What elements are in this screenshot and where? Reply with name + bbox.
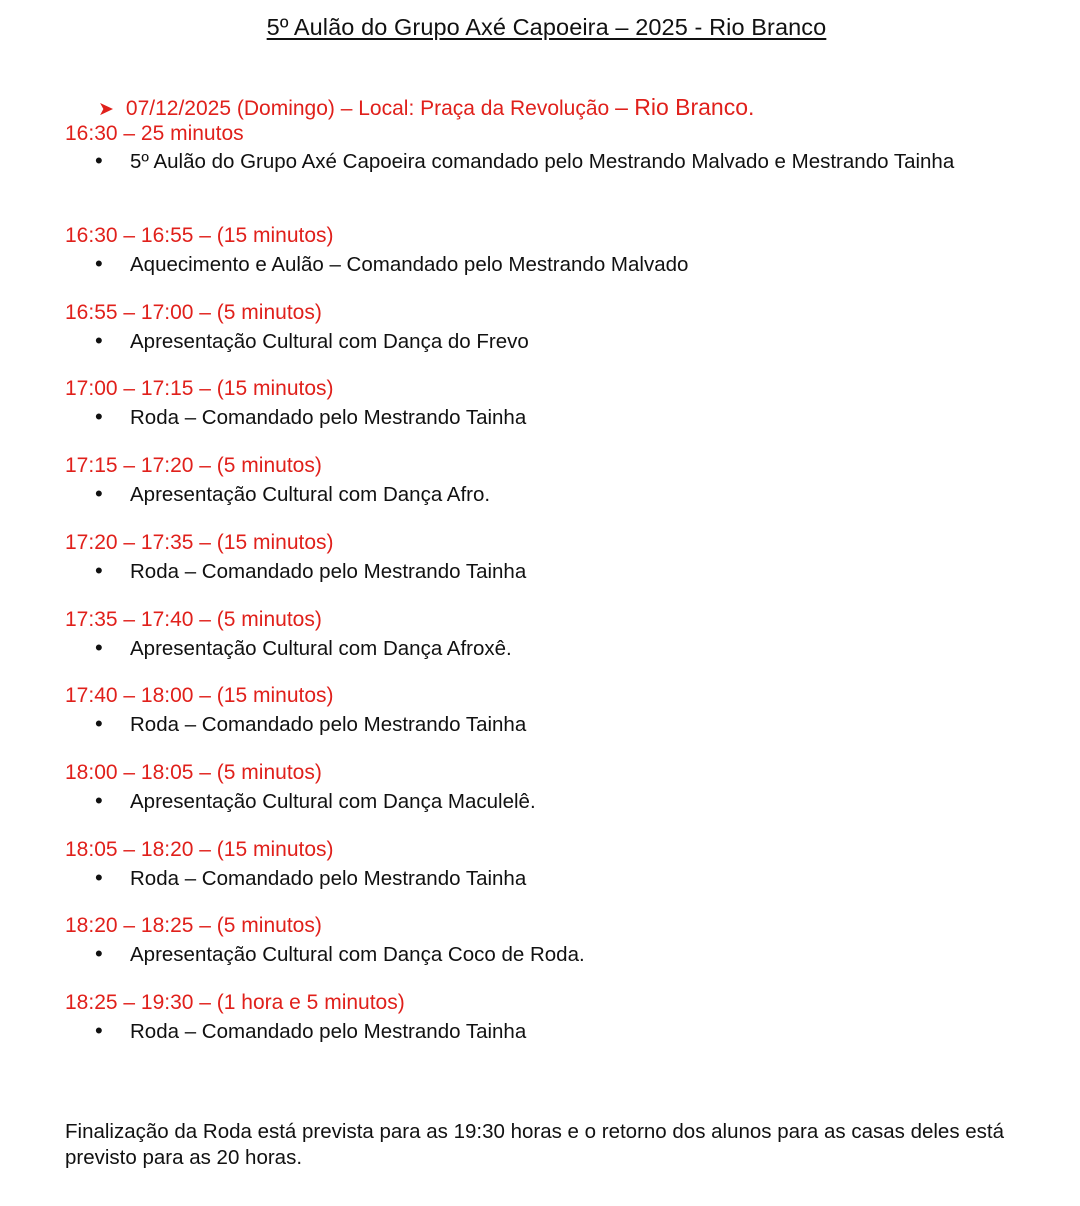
schedule-item-text: Roda – Comandado pelo Mestrando Tainha xyxy=(130,1020,527,1043)
schedule-time: 17:40 – 18:00 – (15 minutos) xyxy=(65,684,334,708)
bullet-icon: • xyxy=(95,864,103,890)
bullet-icon: • xyxy=(95,634,103,660)
schedule-item xyxy=(95,941,585,967)
bullet-icon: • xyxy=(95,148,103,173)
bullet-icon: • xyxy=(95,787,103,813)
schedule-item xyxy=(95,788,536,814)
schedule-item-text: Apresentação Cultural com Dança do Frevo xyxy=(130,329,529,353)
schedule-item xyxy=(95,404,526,430)
bullet-icon: • xyxy=(95,404,103,430)
schedule-item xyxy=(95,328,529,354)
intro-item-text: 5º Aulão do Grupo Axé Capoeira comandado pelo Mestrando Malvado e Mestrando Tainha xyxy=(130,150,955,173)
schedule-time: 17:15 – 17:20 – (5 minutos) xyxy=(65,454,322,478)
schedule-item xyxy=(95,251,688,277)
schedule-time: 18:05 – 18:20 – (15 minutos) xyxy=(65,837,334,861)
arrow-bullet-icon: ➤ xyxy=(98,99,114,120)
date-location-text: 07/12/2025 (Domingo) – Local: Praça da Revolução xyxy=(125,97,616,120)
event-date-location xyxy=(98,94,754,121)
schedule-item-text: Apresentação Cultural com Dança Afroxê. xyxy=(130,636,512,660)
page-title: 5º Aulão do Grupo Axé Capoeira – 2025 - Rio Branco xyxy=(266,14,827,40)
schedule-item xyxy=(95,865,526,891)
schedule-item-text: Apresentação Cultural com Dança Maculelê. xyxy=(130,789,536,813)
schedule-item-text: Aquecimento e Aulão – Comandado pelo Mestrando Malvado xyxy=(130,253,689,276)
schedule-time: 17:00 – 17:15 – (15 minutos) xyxy=(65,377,334,401)
schedule-item-text: Apresentação Cultural com Dança Afro. xyxy=(130,483,491,507)
bullet-icon: • xyxy=(95,327,103,353)
intro-item xyxy=(95,148,954,174)
schedule-time: 17:35 – 17:40 – (5 minutos) xyxy=(65,607,322,631)
bullet-icon: • xyxy=(95,711,103,737)
schedule-item xyxy=(95,711,526,737)
bullet-icon: • xyxy=(95,481,103,507)
schedule-item xyxy=(95,558,526,584)
schedule-item-text: Apresentação Cultural com Dança Coco de Roda. xyxy=(130,943,585,967)
bullet-icon: • xyxy=(95,557,103,583)
intro-duration: 16:30 – 25 minutos xyxy=(65,122,244,145)
bullet-icon: • xyxy=(95,1018,103,1043)
schedule-item xyxy=(95,481,490,507)
bullet-icon: • xyxy=(95,251,103,276)
schedule-time: 18:20 – 18:25 – (5 minutos) xyxy=(65,914,322,938)
schedule-item-text: Roda – Comandado pelo Mestrando Tainha xyxy=(130,559,527,583)
schedule-item xyxy=(95,635,512,661)
footer-note: Finalização da Roda está prevista para as 19:30 horas e o retorno dos alunos para as casas deles está previsto para as 20 horas. xyxy=(65,1120,1005,1169)
schedule-item-text: Roda – Comandado pelo Mestrando Tainha xyxy=(130,406,527,430)
schedule-time: 18:25 – 19:30 – (1 hora e 5 minutos) xyxy=(65,991,405,1014)
schedule-time: 16:55 – 17:00 – (5 minutos) xyxy=(65,300,322,324)
bullet-icon: • xyxy=(95,941,103,967)
schedule-time: 16:30 – 16:55 – (15 minutos) xyxy=(65,224,334,247)
schedule-time: 18:00 – 18:05 – (5 minutos) xyxy=(65,760,322,784)
schedule-time: 17:20 – 17:35 – (15 minutos) xyxy=(65,530,334,554)
schedule-item-text: Roda – Comandado pelo Mestrando Tainha xyxy=(130,866,527,890)
schedule-item-text: Roda – Comandado pelo Mestrando Tainha xyxy=(130,713,527,737)
schedule-item xyxy=(95,1018,526,1044)
city-text: – Rio Branco. xyxy=(615,94,755,120)
